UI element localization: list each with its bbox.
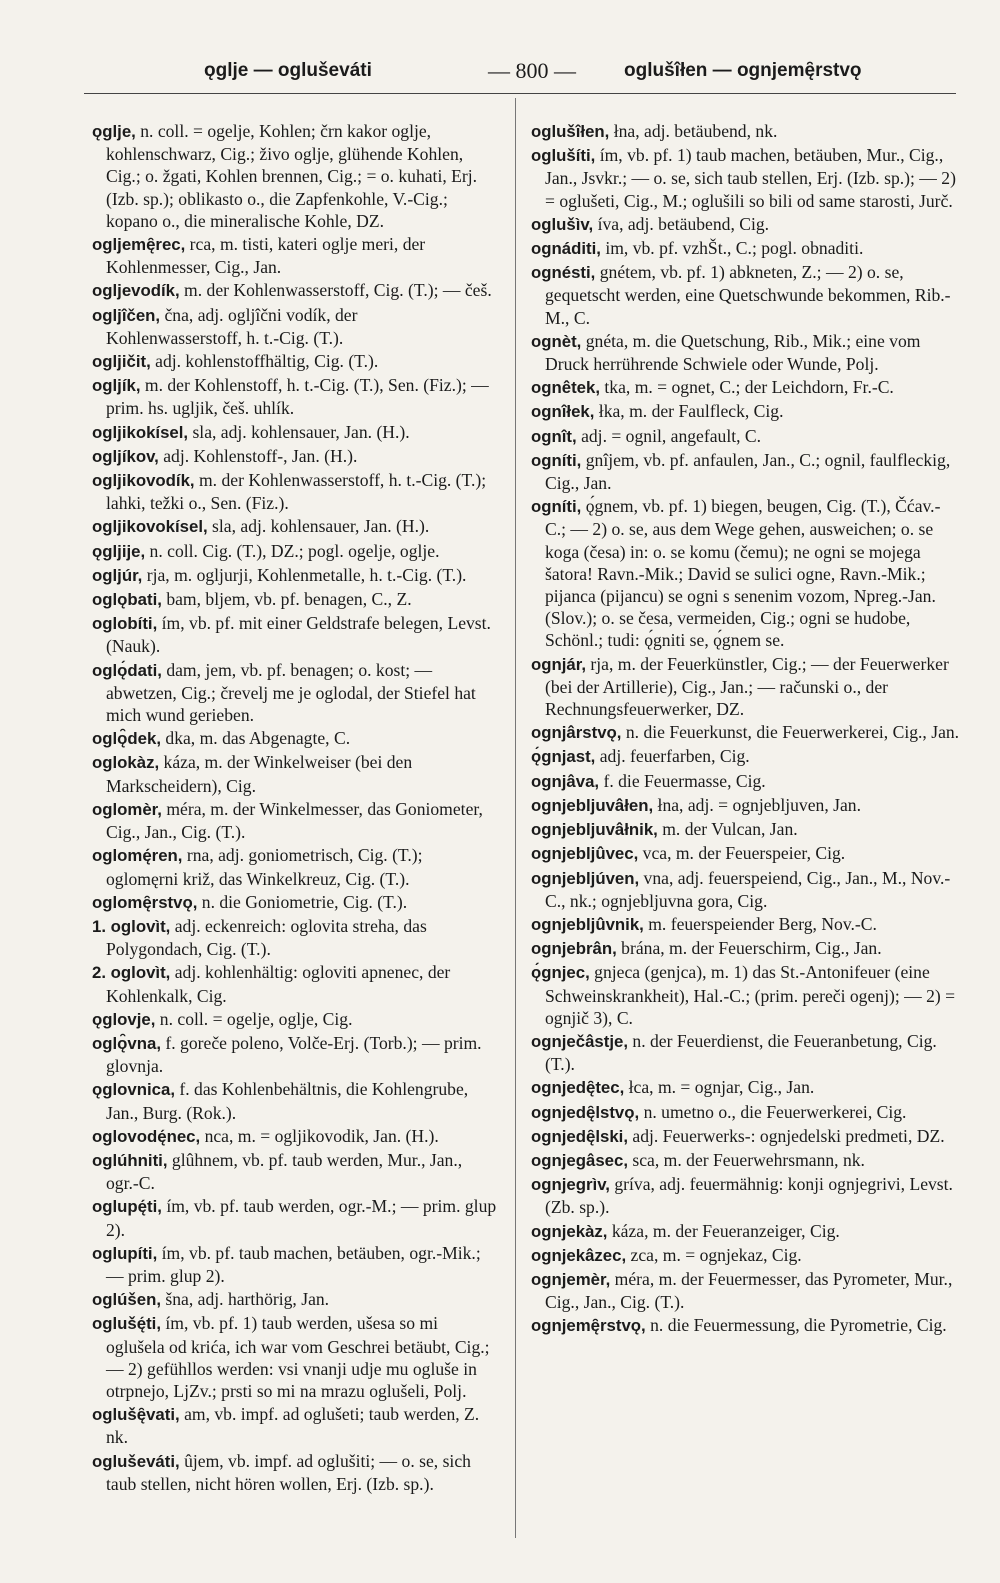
- entry-definition: m. der Kohlenwasserstoff, Cig. (T.); — češ.: [179, 280, 492, 301]
- column-divider: [515, 98, 516, 1538]
- dictionary-entry: [531, 1220, 961, 1243]
- entry-headword: ognječâstje,: [531, 1031, 628, 1051]
- dictionary-entry: [531, 261, 961, 329]
- dictionary-entry: [92, 233, 497, 278]
- entry-headword: oglǫ́dati,: [92, 660, 162, 680]
- entry-headword: ǫglovje,: [92, 1009, 156, 1029]
- entry-headword: ogljevodík,: [92, 281, 180, 301]
- entry-headword: ognjemę̑rstvǫ,: [531, 1316, 646, 1336]
- entry-headword: ǫglje,: [92, 122, 136, 141]
- dictionary-entry: [531, 1101, 961, 1124]
- entry-definition: méra, m. der Feuermesser, das Pyrometer, Mur., Cig., Jan., Cig. (T.).: [545, 1268, 953, 1313]
- entry-headword: ogljík,: [92, 376, 141, 396]
- entry-definition: dka, m. das Abgenagte, C.: [161, 728, 351, 749]
- dictionary-entry: [92, 1195, 497, 1240]
- dictionary-entry: [531, 425, 961, 448]
- entry-definition: ím, vb. pf. 1) taub machen, betäuben, Mur., Cig., Jan., Jsvkr.; — o. se, sich taub stellen, Erj. (Izb. sp.); — 2) = oglušeti, Cig., M.; oglušili so bili od same starosti, Jurč.: [545, 145, 956, 211]
- entry-headword: ognjebljûvec,: [531, 844, 639, 864]
- entry-definition: n. coll. = ogelje, oglje, Cig.: [155, 1008, 353, 1029]
- dictionary-entry: [92, 1288, 497, 1311]
- dictionary-entry: [92, 1078, 497, 1123]
- entry-headword: ognjekâzec,: [531, 1245, 627, 1265]
- dictionary-entry: [531, 120, 961, 143]
- entry-headword: ognjedę̑lstvǫ,: [531, 1102, 640, 1122]
- entry-definition: rca, m. tisti, kateri oglje meri, der Kohlenmesser, Cig., Jan.: [106, 234, 426, 278]
- entry-headword: ogljikokísel,: [92, 422, 189, 442]
- entry-headword: oglobíti,: [92, 614, 158, 634]
- dictionary-entry: [92, 279, 497, 302]
- entry-headword: oglomèr,: [92, 799, 162, 819]
- entry-headword: ognîłek,: [531, 402, 595, 422]
- dictionary-entry: [92, 727, 497, 750]
- entry-definition: sla, adj. kohlensauer, Jan. (H.).: [188, 421, 410, 442]
- entry-definition: łka, m. der Faulfleck, Cig.: [594, 401, 784, 422]
- entry-definition: ím, vb. pf. taub werden, ogr.-M.; — prim. glup 2).: [106, 1196, 497, 1240]
- entry-definition: glûhnem, vb. pf. taub werden, Mur., Jan., ogr.-C.: [106, 1149, 463, 1194]
- entry-definition: ím, vb. pf. mit einer Geldstrafe belegen, Levst. (Nauk).: [106, 613, 491, 657]
- entry-definition: ím, vb. pf. 1) taub werden, ušesa so mi oglušela od krića, ich war vom Geschrei betäubt, Cig.; — 2) gefühllos werden: vsi vnanji udje mu ogluše in otrpnejo, LjZv.; prsti so mi na mrazu oglušeli, Polj.: [106, 1313, 490, 1401]
- entry-headword: oglomę̑rstvǫ,: [92, 892, 198, 912]
- entry-definition: n. coll. Cig. (T.), DZ.; pogl. ogelje, oglje.: [145, 540, 440, 561]
- entry-definition: sca, m. der Feuerwehrsmann, nk.: [628, 1149, 865, 1170]
- dictionary-entry: [531, 794, 961, 817]
- entry-definition: méra, m. der Winkelmesser, das Goniometer, Cig., Jan., Cig. (T.).: [106, 798, 483, 843]
- dictionary-entry: [531, 842, 961, 865]
- entry-headword: ogljikovokísel,: [92, 517, 208, 537]
- dictionary-entry: [92, 304, 497, 349]
- page-header: [86, 54, 956, 88]
- entry-headword: 1. oglovìt,: [92, 916, 171, 936]
- entry-definition: ím, vb. pf. taub machen, betäuben, ogr.-Mik.; — prim. glup 2).: [106, 1242, 481, 1286]
- entry-headword: oglǫbati,: [92, 590, 162, 610]
- entry-definition: f. das Kohlenbehältnis, die Kohlengrube, Jan., Burg. (Rok.).: [106, 1079, 469, 1123]
- entry-definition: m. der Vulcan, Jan.: [657, 819, 798, 840]
- entry-headword: ogljičit,: [92, 352, 151, 372]
- entry-definition: adj. eckenreich: oglovita streha, das Polygondach, Cig. (T.).: [106, 915, 427, 960]
- dictionary-entry: [531, 1149, 961, 1172]
- entry-headword: oglokàz,: [92, 753, 160, 773]
- entry-definition: rja, m. ogljurji, Kohlenmetalle, h. t.-Cig. (T.).: [142, 564, 467, 585]
- dictionary-entry: [531, 1244, 961, 1267]
- dictionary-entry: [92, 540, 497, 563]
- entry-definition: gnîjem, vb. pf. anfaulen, Jan., C.; ognil, faulfleckig, Cig., Jan.: [545, 449, 951, 494]
- entry-headword: ǫglovnica,: [92, 1080, 175, 1100]
- dictionary-entry: [92, 659, 497, 727]
- entry-definition: ǫ́gnem, vb. pf. 1) biegen, beugen, Cig. (T.), Čćav.-C.; — 2) o. se, aus dem Wege gehen, ausweichen; o. se koga (česa) in: o. se komu (čemu); ne ogni se mojega šatora! Ravn.-Mik.; David se sulici ogne, Ravn.-Mik.; pijanca (pijancu) se ogni s senenim vozom, Npreg.-Jan. (Slov.); o. se česa, vermeiden, Cig.; ogni se hudobe, Schönl.; tudi: ǫ́gniti se, ǫ́gnem se.: [545, 496, 941, 651]
- entry-definition: n. umetno o., die Feuerwerkerei, Cig.: [639, 1101, 907, 1122]
- entry-headword: ognjâva,: [531, 771, 600, 791]
- dictionary-entry: [92, 1403, 497, 1448]
- entry-definition: m. feuerspeiender Berg, Nov.-C.: [643, 913, 877, 934]
- entry-definition: nca, m. = ogljikovodik, Jan. (H.).: [200, 1125, 439, 1146]
- entry-headword: 2. oglovìt,: [92, 963, 171, 983]
- dictionary-entry: [531, 449, 961, 494]
- entry-headword: ognáditi,: [531, 239, 601, 259]
- entry-definition: rna, adj. goniometrisch, Cig. (T.); oglomęrni križ, das Winkelkreuz, Cig. (T.).: [106, 845, 423, 889]
- entry-headword: ognjegâsec,: [531, 1150, 628, 1170]
- header-right-guideword: oglušîłen — ognjemę̑rstvǫ: [624, 60, 862, 81]
- entry-headword: ognésti,: [531, 263, 596, 283]
- dictionary-entry: [531, 745, 961, 768]
- entry-definition: łna, adj. betäubend, nk.: [609, 121, 778, 141]
- entry-headword: ognjemèr,: [531, 1269, 611, 1289]
- entry-definition: vna, adj. feuerspeiend, Cig., Jan., M., Nov.-C., nk.; ognjebljuvna gora, Cig.: [545, 867, 951, 911]
- entry-headword: ogljikovodík,: [92, 471, 195, 491]
- dictionary-entry: [92, 612, 497, 657]
- dictionary-entry: [531, 1173, 961, 1218]
- dictionary-entry: [531, 818, 961, 841]
- dictionary-entry: [531, 1125, 961, 1148]
- dictionary-entry: [531, 961, 961, 1029]
- entry-headword: oglǫ̑vna,: [92, 1033, 161, 1053]
- entry-definition: tka, m. = ognet, C.; der Leichdorn, Fr.-C.: [600, 377, 894, 398]
- entry-definition: adj. Feuerwerks-: ognjedelski predmeti, DZ.: [627, 1125, 945, 1146]
- dictionary-entry: [531, 330, 961, 375]
- entry-headword: ognjedę̑lski,: [531, 1126, 628, 1146]
- page-number: — 800 —: [488, 58, 576, 83]
- entry-definition: dam, jem, vb. pf. benagen; o. kost; — abwetzen, Cig.; črevelj me je oglodal, der Stiefel hat mich wund gerieben.: [106, 659, 476, 726]
- dictionary-entry: [92, 421, 497, 444]
- dictionary-entry: [92, 374, 497, 419]
- entry-headword: ogljúr,: [92, 565, 143, 585]
- entry-headword: oglupę́ti,: [92, 1197, 162, 1217]
- dictionary-entry: [92, 1125, 497, 1148]
- entry-headword: oglomę́ren,: [92, 846, 183, 866]
- dictionary-entry: [531, 376, 961, 399]
- entry-headword: ognèt,: [531, 331, 582, 351]
- entry-definition: gríva, adj. feuermähnig: konji ognjegrivi, Levst. (Zb. sp.).: [545, 1174, 953, 1218]
- entry-definition: am, vb. impf. ad oglušeti; taub werden, Z. nk.: [106, 1404, 480, 1448]
- dictionary-entry: [531, 213, 961, 236]
- entry-definition: m. der Kohlenstoff, h. t.-Cig. (T.), Sen. (Fiz.); — prim. hs. ugljik, češ. uhlík.: [106, 375, 489, 419]
- dictionary-entry: [92, 1312, 497, 1402]
- dictionary-entry: [92, 564, 497, 587]
- dictionary-entry: [531, 937, 961, 960]
- entry-headword: oglǫ̑dek,: [92, 729, 161, 749]
- dictionary-entry: [531, 495, 961, 651]
- entry-headword: oglušę́ti,: [92, 1314, 161, 1334]
- entry-headword: ognêtek,: [531, 378, 601, 398]
- header-left-guideword: ǫglje — ogluševáti: [204, 60, 372, 81]
- dictionary-entry: [92, 891, 497, 914]
- entry-headword: ogljîčen,: [92, 305, 161, 325]
- entry-definition: n. die Feuermessung, die Pyrometrie, Cig.: [645, 1315, 947, 1336]
- entry-definition: sla, adj. kohlensauer, Jan. (H.).: [207, 516, 430, 537]
- entry-definition: f. goreče poleno, Volče-Erj. (Torb.); — prim. glovnja.: [106, 1032, 482, 1077]
- entry-definition: m. der Kohlenwasserstoff, h. t.-Cig. (T.); lahki, težki o., Sen. (Fiz.).: [106, 470, 487, 514]
- entry-definition: zca, m. = ognjekaz, Cig.: [626, 1244, 802, 1265]
- entry-definition: čna, adj. ogljîčni vodík, der Kohlenwasserstoff, h. t.-Cig. (T.).: [106, 304, 358, 348]
- header-rule: [84, 93, 956, 94]
- dictionary-entry: [531, 653, 961, 721]
- dictionary-entry: [92, 515, 497, 538]
- entry-definition: n. coll. = ogelje, Kohlen; črn kakor oglje, kohlenschwarz, Cig.; živo oglje, glühende Kohlen, Cig.; o. žgati, Kohlen brennen, Cig.; = o. kuhati, Erj. (Izb. sp.); oblikasto o., die Zapfenkohle, V.-Cig.; kopano o., die mineralische Kohle, DZ.: [106, 121, 478, 231]
- entry-definition: šna, adj. harthörig, Jan.: [161, 1289, 330, 1310]
- entry-headword: oglúšen,: [92, 1290, 161, 1310]
- dictionary-entry: [531, 1314, 961, 1337]
- dictionary-entry: [531, 144, 961, 212]
- entry-definition: adj. feuerfarben, Cig.: [595, 746, 750, 767]
- dictionary-entry: [92, 1450, 497, 1495]
- entry-headword: ognît,: [531, 426, 577, 446]
- dictionary-entry: [92, 915, 497, 960]
- entry-headword: ǫ́gnjec,: [531, 963, 590, 983]
- entry-headword: ognjebljuvâłnik,: [531, 820, 658, 840]
- entry-definition: łca, m. = ognjar, Cig., Jan.: [624, 1077, 815, 1098]
- entry-headword: oglušìv,: [531, 214, 594, 234]
- dictionary-entry: [92, 120, 497, 232]
- entry-headword: oglušíti,: [531, 146, 596, 166]
- entry-definition: adj. kohlenstoffhältig, Cig. (T.).: [150, 351, 379, 372]
- entry-headword: oglušîłen,: [531, 122, 610, 141]
- dictionary-entry: [92, 961, 497, 1006]
- entry-definition: bam, bljem, vb. pf. benagen, C., Z.: [161, 589, 412, 610]
- entry-definition: káza, m. der Winkelweiser (bei den Markscheidern), Cig.: [106, 752, 413, 796]
- entry-definition: im, vb. pf. vzhŠt., C.; pogl. obnaditi.: [600, 238, 864, 259]
- entry-definition: gnétem, vb. pf. 1) abkneten, Z.; — 2) o. se, gequetscht werden, eine Quetschwunde bekommen, Rib.-M., C.: [545, 262, 951, 328]
- left-column: [92, 120, 497, 1496]
- entry-definition: n. die Feuerkunst, die Feuerwerkerei, Cig., Jan.: [621, 722, 960, 743]
- dictionary-entry: [531, 913, 961, 936]
- dictionary-entry: [92, 469, 497, 514]
- entry-definition: n. der Feuerdienst, die Feueranbetung, Cig. (T.).: [545, 1030, 937, 1075]
- entry-headword: ognjebljuvâłen,: [531, 795, 654, 815]
- dictionary-entry: [92, 798, 497, 843]
- entry-definition: vca, m. der Feuerspeier, Cig.: [638, 843, 846, 864]
- entry-headword: ognjebljúven,: [531, 868, 640, 888]
- entry-definition: n. die Goniometrie, Cig. (T.).: [197, 891, 408, 912]
- dictionary-entry: [92, 588, 497, 611]
- entry-headword: ǫgljije,: [92, 541, 146, 561]
- entry-definition: adj. kohlenhältig: ogloviti apnenec, der Kohlenkalk, Cig.: [106, 962, 451, 1006]
- entry-headword: ognjebrân,: [531, 939, 617, 959]
- entry-definition: rja, m. der Feuerkünstler, Cig.; — der Feuerwerker (bei der Artillerie), Cig., Jan.; — računski o., der Rechnungsfeuerwerker, DZ.: [545, 653, 949, 720]
- dictionary-entry: [92, 1008, 497, 1031]
- dictionary-entry: [92, 1032, 497, 1077]
- entry-definition: f. die Feuermasse, Cig.: [599, 770, 766, 791]
- dictionary-entry: [92, 1242, 497, 1287]
- entry-definition: brána, m. der Feuerschirm, Cig., Jan.: [616, 938, 882, 959]
- dictionary-entry: [531, 1268, 961, 1313]
- entry-definition: adj. Kohlenstoff-, Jan. (H.).: [158, 445, 358, 466]
- right-column: [531, 120, 961, 1339]
- entry-definition: íva, adj. betäubend, Cig.: [593, 213, 770, 234]
- entry-headword: ognjebljûvnik,: [531, 914, 644, 934]
- dictionary-entry: [531, 1076, 961, 1099]
- dictionary-entry: [531, 770, 961, 793]
- dictionary-entry: [531, 400, 961, 423]
- entry-headword: ogluševáti,: [92, 1451, 180, 1471]
- entry-headword: ognjár,: [531, 654, 587, 674]
- entry-headword: oglúhniti,: [92, 1150, 168, 1170]
- dictionary-entry: [531, 867, 961, 912]
- entry-headword: ogljíkov,: [92, 446, 159, 466]
- entry-definition: gnjeca (genjca), m. 1) das St.-Antonifeuer (eine Schweinskrankheit), Hal.-C.; (prim. pereči ogenj); — 2) = ognjič 3), C.: [545, 962, 956, 1028]
- dictionary-entry: [531, 1030, 961, 1075]
- entry-headword: oglovodę́nec,: [92, 1126, 201, 1146]
- entry-headword: ognjegrìv,: [531, 1175, 610, 1195]
- dictionary-entry: [92, 445, 497, 468]
- entry-definition: adj. = ognil, angefault, C.: [576, 425, 762, 446]
- entry-headword: oglušę̑vati,: [92, 1405, 180, 1425]
- dictionary-entry: [92, 350, 497, 373]
- entry-headword: oglupíti,: [92, 1243, 158, 1263]
- dictionary-entry: [531, 721, 961, 744]
- entry-headword: ogníti,: [531, 497, 582, 517]
- entry-headword: ǫ́gnjast,: [531, 747, 596, 767]
- dictionary-entry: [531, 237, 961, 260]
- entry-definition: ûjem, vb. impf. ad oglušiti; — o. se, sich taub stellen, nicht hören wollen, Erj. (Izb. sp.).: [106, 1450, 471, 1494]
- dictionary-entry: [92, 751, 497, 796]
- entry-definition: gnéta, m. die Quetschung, Rib., Mik.; eine vom Druck herrührende Schwiele oder Wunde, Polj.: [545, 330, 921, 375]
- entry-headword: ogníti,: [531, 450, 582, 470]
- dictionary-entry: [92, 844, 497, 889]
- entry-headword: ognjekàz,: [531, 1221, 608, 1241]
- entry-headword: ognjârstvǫ,: [531, 723, 622, 743]
- entry-headword: ognjedę̑tec,: [531, 1078, 625, 1098]
- entry-definition: káza, m. der Feueranzeiger, Cig.: [607, 1220, 840, 1241]
- entry-definition: łna, adj. = ognjebljuven, Jan.: [653, 794, 861, 815]
- dictionary-entry: [92, 1149, 497, 1194]
- entry-headword: ogljemę̑rec,: [92, 235, 186, 255]
